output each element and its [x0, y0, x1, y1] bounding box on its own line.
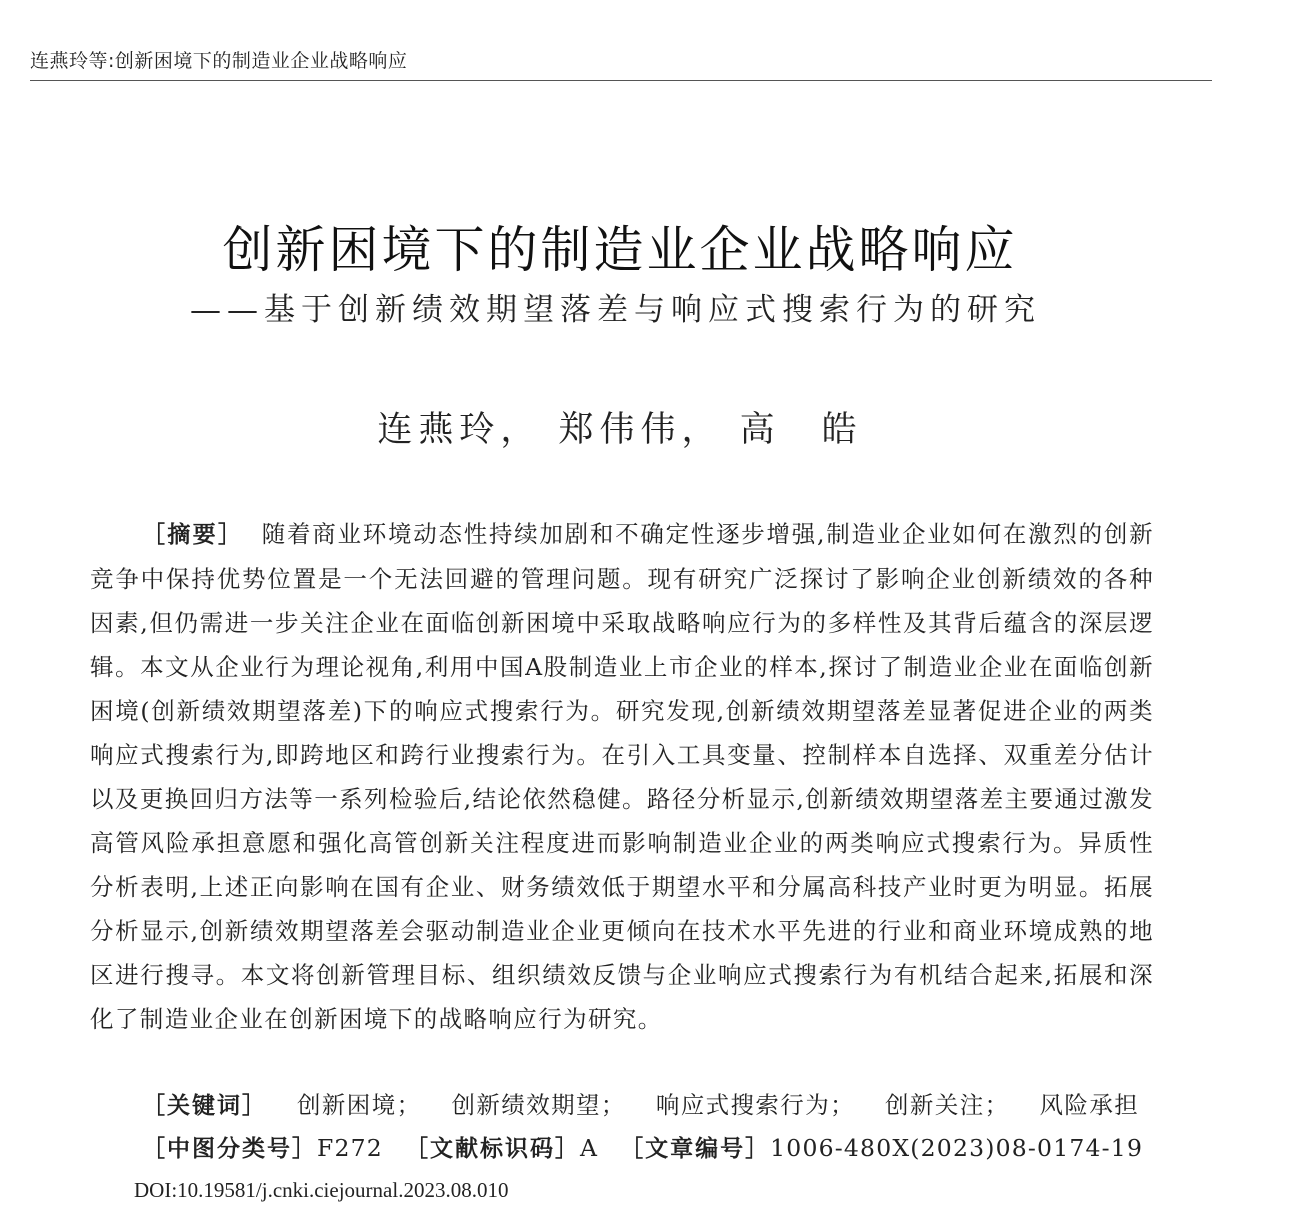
doc-code-label: ［文献标识码］ [404, 1136, 580, 1162]
article-number-value: 1006-480X(2023)08-0174-19 [770, 1134, 1144, 1162]
running-head: 连燕玲等:创新困境下的制造业企业战略响应 [30, 50, 408, 72]
clc-label: ［中图分类号］ [142, 1136, 317, 1162]
abstract-label: ［摘要］ [142, 522, 244, 548]
keywords-label: ［关键词］ [142, 1093, 267, 1119]
clc-value: F272 [317, 1134, 383, 1162]
article-authors: 连燕玲， 郑伟伟， 高 皓 [377, 410, 863, 450]
doi-link[interactable]: DOI:10.19581/j.cnki.ciejournal.2023.08.010 [134, 1178, 509, 1202]
header-divider [30, 80, 1212, 81]
article-number-label: ［文章编号］ [620, 1136, 771, 1162]
article-subtitle: ——基于创新绩效期望落差与响应式搜索行为的研究 [190, 292, 1041, 328]
keywords-line [142, 1086, 1139, 1120]
keyword-item: 创新关注； [885, 1091, 1010, 1119]
keyword-item: 响应式搜索行为； [655, 1091, 856, 1119]
keyword-item: 风险承担 [1039, 1091, 1140, 1119]
abstract-text: 随着商业环境动态性持续加剧和不确定性逐步增强,制造业企业如何在激烈的创新竞争中保持优势位置是一个无法回避的管理问题。现有研究广泛探讨了影响企业创新绩效的各种因素,但仍需进一步关注企业在面临创新困境中采取战略响应行为的多样性及其背后蕴含的深层逻辑。本文从企业行为理论视角,利用中国A股制造业上市企业的样本,探讨了制造业企业在面临创新困境(创新绩效期望落差)下的响应式搜索行为。研究发现,创新绩效期望落差显著促进企业的两类响应式搜索行为,即跨地区和跨行业搜索行为。在引入工具变量、控制样本自选择、双重差分估计以及更换回归方法等一系列检验后,结论依然稳健。路径分析显示,创新绩效期望落差主要通过激发高管风险承担意愿和强化高管创新关注程度进而影响制造业企业的两类响应式搜索行为。异质性分析表明,上述正向影响在国有企业、财务绩效低于期望水平和分属高科技产业时更为明显。拓展分析显示,创新绩效期望落差会驱动制造业企业更倾向在技术水平先进的行业和商业环境成熟的地区进行搜寻。本文将创新管理目标、组织绩效反馈与企业响应式搜索行为有机结合起来,拓展和深化了制造业企业在创新困境下的战略响应行为研究。 [90, 520, 1154, 1033]
keyword-item: 创新困境； [297, 1091, 422, 1119]
doc-code-value: A [579, 1134, 599, 1162]
classification-line [142, 1130, 1143, 1163]
keyword-item: 创新绩效期望； [451, 1091, 626, 1119]
article-title: 创新困境下的制造业企业战略响应 [222, 221, 1018, 279]
abstract-paragraph [90, 512, 1154, 1041]
